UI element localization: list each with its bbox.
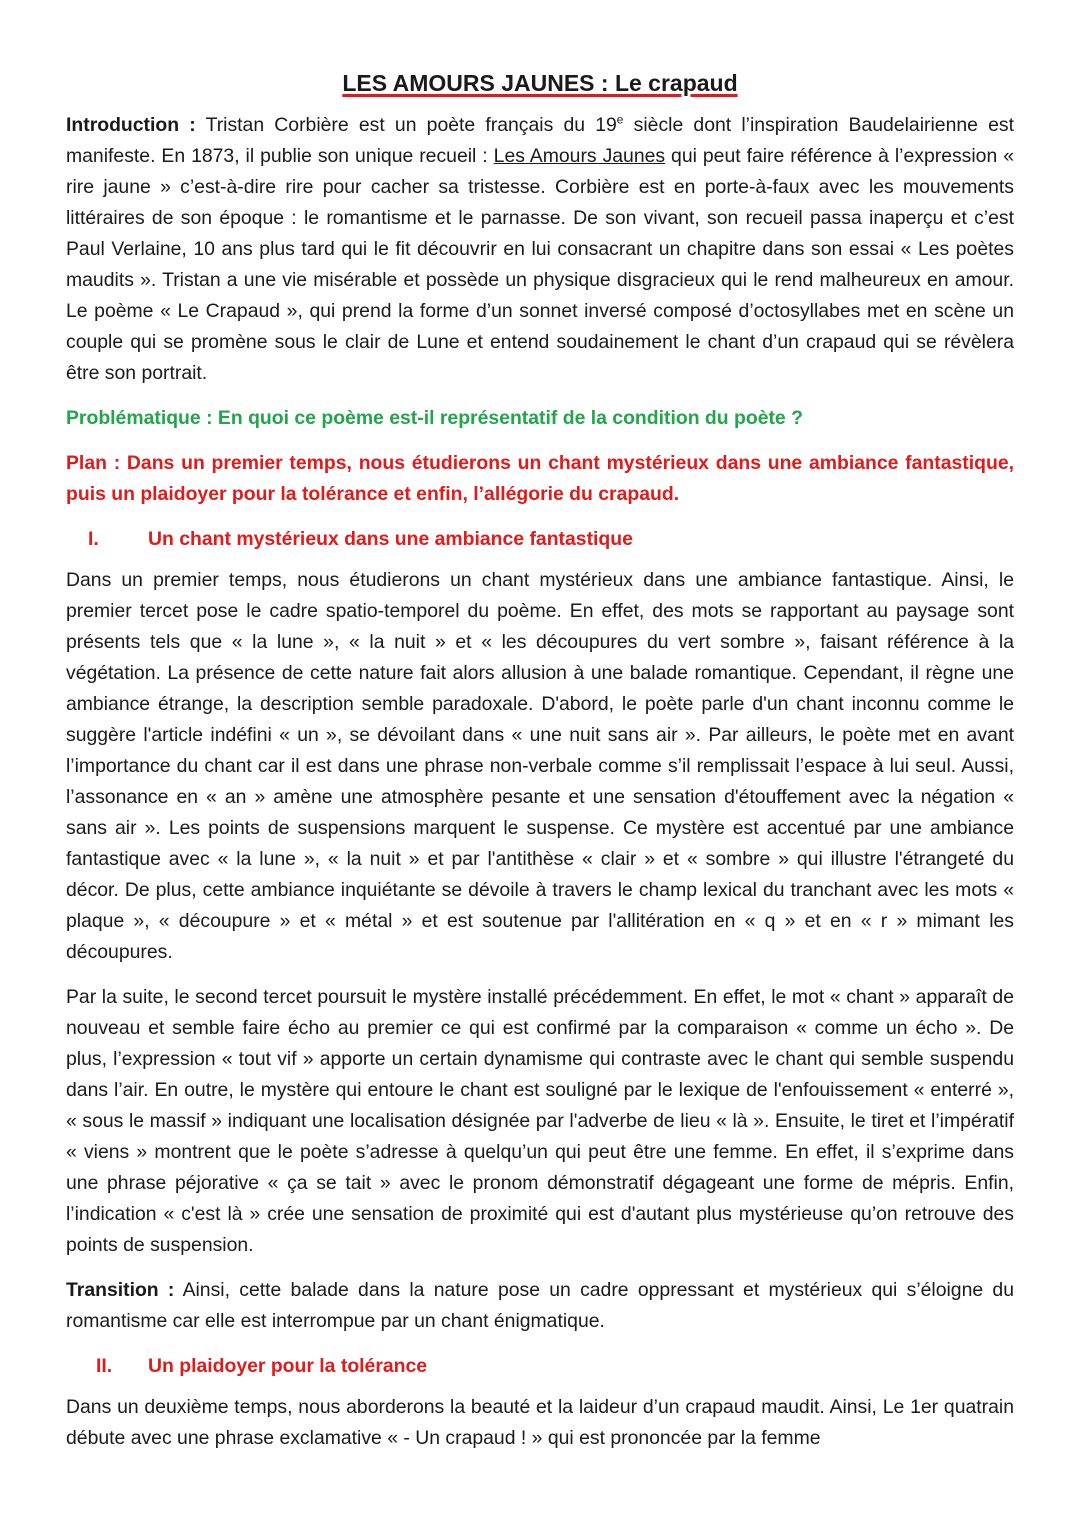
document-page [66,68,1014,1454]
introduction-text-2: siècle dont l’inspiration Baudelairienne est manifeste. En 1873, il publie son unique recueil : [66,114,1014,167]
problematique: Problématique : En quoi ce poème est-il représentatif de la condition du poète ? [66,407,803,429]
plan: Plan : Dans un premier temps, nous étudierons un chant mystérieux dans une ambiance fantastique, puis un plaidoyer pour la tolérance et enfin, l’allégorie du crapaud. [66,452,1014,505]
document-title [66,68,1014,98]
section-1-number: I. [88,528,99,550]
introduction-text-3: qui peut faire référence à l’expression « rire jaune » c’est-à-dire rire pour cacher sa tristesse. Corbière est en porte-à-faux avec les mouvements littéraires de son époque : le romantisme et le parnasse. De son vivant, son recueil passa inaperçu et c’est Paul Verlaine, 10 ans plus tard qui le fit découvrir en lui consacrant un chapitre dans son essai « Les poètes maudits ». Tristan a une vie misérable et possède un physique disgracieux qui le rend malheureux en amour. Le poème « Le Crapaud », qui prend la forme d’un sonnet inversé composé d’octosyllabes met en scène un couple qui se promène sous le clair de Lune et entend soudainement le chant d’un crapaud qui se révèlera être son portrait. [66,145,1014,384]
section-1-paragraph-2: Par la suite, le second tercet poursuit le mystère installé précédemment. En effet, le mot « chant » apparaît de nouveau et semble faire écho au premier ce qui est confirmé par la comparaison « comme un écho ». De plus, l’expression « tout vif » apporte un certain dynamisme qui contraste avec le chant qui semble suspendu dans l’air. En outre, le mystère qui entoure le chant est souligné par le lexique de l'enfouissement « enterré », « sous le massif » indiquant une localisation désignée par l'adverbe de lieu « là ». Ensuite, le tiret et l’impératif « viens » montrent que le poète s’adresse à quelqu’un qui peut être une femme. En effet, il s’exprime dans une phrase péjorative « ça se tait » avec le pronom démonstratif dégageant une forme de mépris. Enfin, l’indication « c'est là » crée une sensation de proximité qui est d'autant plus mystérieuse qu’on retrouve des points de suspension. [66,986,1014,1256]
section-2-title: Un plaidoyer pour la tolérance [148,1355,428,1377]
book-title: Les Amours Jaunes [493,145,666,167]
introduction-text-1: Tristan Corbière est un poète français du 19 [195,114,617,136]
transition-text: Ainsi, cette balade dans la nature pose un cadre oppressant et mystérieux qui s’éloigne du romantisme car elle est interrompue par un chant énigmatique. [66,1279,1014,1332]
introduction-paragraph [66,110,1014,389]
document-title-text: LES AMOURS JAUNES : Le crapaud [342,70,738,96]
section-1-title: Un chant mystérieux dans une ambiance fantastique [148,528,633,550]
introduction-label: Introduction : [66,114,196,136]
section-2-number: II. [96,1355,113,1377]
section-1-paragraph-1: Dans un premier temps, nous étudierons un chant mystérieux dans une ambiance fantastique. Ainsi, le premier tercet pose le cadre spatio-temporel du poème. En effet, des mots se rapportant au paysage sont présents tels que « la lune », « la nuit » et « les découpures du vert sombre », faisant référence à la végétation. La présence de cette nature fait alors allusion à une balade romantique. Cependant, il règne une ambiance étrange, la description semble paradoxale. D'abord, le poète parle d'un chant inconnu comme le suggère l'article indéfini « un », se dévoilant dans « une nuit sans air ». Par ailleurs, le poète met en avant l’importance du chant car il est dans une phrase non-verbale comme s’il remplissait l’espace à lui seul. Aussi, l’assonance en « an » amène une atmosphère pesante et une sensation d'étouffement avec la négation « sans air ». Les points de suspensions marquent le suspense. Ce mystère est accentué par une ambiance fantastique avec « la lune », « la nuit » et par l'antithèse « clair » et « sombre » qui illustre l'étrangeté du décor. De plus, cette ambiance inquiétante se dévoile à travers le champ lexical du tranchant avec les mots « plaque », « découpure » et « métal » et est soutenue par l'allitération en « q » et en « r » mimant les découpures. [66,569,1014,963]
section-1-heading [66,524,1014,555]
section-2-paragraph-1: Dans un deuxième temps, nous aborderons la beauté et la laideur d’un crapaud maudit. Ainsi, Le 1er quatrain débute avec une phrase exclamative « - Un crapaud ! » qui est prononcée par la femme [66,1396,1014,1449]
century-superscript: e [616,112,624,127]
transition-paragraph [66,1275,1014,1337]
section-2-heading [66,1351,1014,1382]
transition-label: Transition : [66,1279,175,1301]
